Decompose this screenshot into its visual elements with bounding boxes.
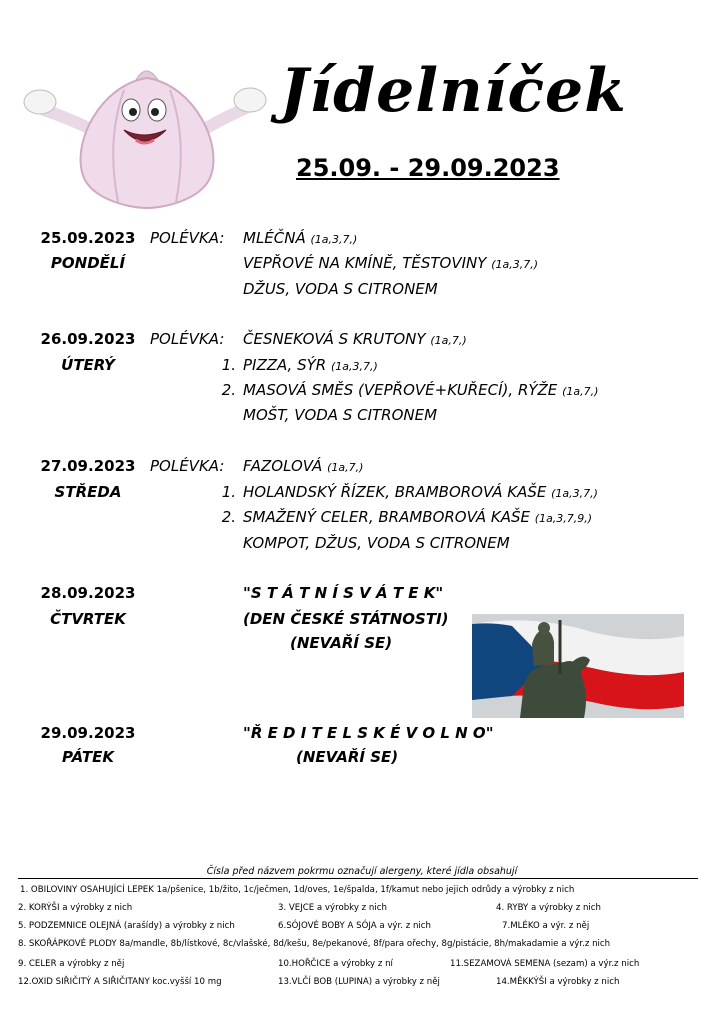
soup-label: POLÉVKA: xyxy=(150,330,225,348)
allergen-entry: 8. SKOŘÁPKOVÉ PLODY 8a/mandle, 8b/lístkové, 8c/vlašské, 8d/kešu, 8e/pekanové, 8f/para ořechy, 8g/pistácie, 8h/makadamie a výr.z nich xyxy=(18,939,611,949)
drink-line: DŽUS, VODA S CITRONEM xyxy=(243,280,438,298)
allergen-codes: (1a,3,7,) xyxy=(310,233,358,246)
dish-name: SMAŽENÝ CELER, BRAMBOROVÁ KAŠE xyxy=(243,508,530,526)
soup-name: FAZOLOVÁ xyxy=(243,457,323,475)
allergen-codes: (1a,3,7,) xyxy=(330,360,378,373)
drink-line: MOŠT, VODA S CITRONEM xyxy=(243,406,438,424)
saint-wenceslas-statue-with-czech-flag-icon xyxy=(472,614,684,718)
drink-line: KOMPOT, DŽUS, VODA S CITRONEM xyxy=(243,534,510,552)
day-date: 28.09.2023 xyxy=(40,584,136,602)
date-range: 25.09. - 29.09.2023 xyxy=(296,154,560,182)
no-cooking-note: (NEVAŘÍ SE) xyxy=(296,748,399,766)
dish-number: 1. xyxy=(221,483,236,501)
allergen-entry: 6.SÓJOVÉ BOBY A SÓJA a výr. z nich xyxy=(278,921,431,931)
allergen-entry: 13.VLČÍ BOB (LUPINA) a výrobky z něj xyxy=(278,977,440,987)
allergen-entry: 10.HOŘČICE a výrobky z ní xyxy=(278,959,393,969)
menu-item xyxy=(243,229,357,247)
dish-name: MASOVÁ SMĚS (VEPŘOVÉ+KUŘECÍ), RÝŽE xyxy=(243,381,558,399)
day-name: ÚTERÝ xyxy=(61,356,115,374)
day-name: PONDĚLÍ xyxy=(50,254,126,272)
menu-item xyxy=(243,483,598,501)
divider xyxy=(18,878,698,879)
day-name: PÁTEK xyxy=(62,748,114,766)
allergen-entry: 4. RYBY a výrobky z nich xyxy=(496,903,601,913)
soup-name: MLÉČNÁ xyxy=(243,229,306,247)
allergen-codes: (1a,3,7,) xyxy=(491,258,538,271)
garlic-mascot-icon xyxy=(14,60,276,210)
dish-name: VEPŘOVÉ NA KMÍNĚ, TĚSTOVINY xyxy=(243,254,487,272)
menu-item xyxy=(243,457,363,475)
allergen-entry: 5. PODZEMNICE OLEJNÁ (arašídy) a výrobky z nich xyxy=(18,921,235,931)
page-title: Jídelníček xyxy=(280,56,627,126)
day-date: 25.09.2023 xyxy=(40,229,136,247)
holiday-note: "S T Á T N Í S V Á T E K" xyxy=(243,584,444,602)
allergen-entry: 2. KORÝŠI a výrobky z nich xyxy=(18,903,133,913)
dish-name: HOLANDSKÝ ŘÍZEK, BRAMBOROVÁ KAŠE xyxy=(243,483,547,501)
day-name: ČTVRTEK xyxy=(50,610,126,628)
menu-item xyxy=(243,381,598,399)
allergen-heading: Čísla před názvem pokrmu označují alergeny, které jídla obsahují xyxy=(206,866,518,877)
menu-item xyxy=(243,356,378,374)
soup-label: POLÉVKA: xyxy=(150,457,225,475)
allergen-codes: (1a,7,) xyxy=(430,334,467,347)
allergen-entry: 14.MĚKKÝŠI a výrobky z nich xyxy=(496,977,620,987)
allergen-entry: 9. CELER a výrobky z něj xyxy=(18,959,125,969)
dish-number: 2. xyxy=(221,508,236,526)
allergen-entry: 12.OXID SIŘIČITÝ A SIŘIČITANY koc.vyšší 10 mg xyxy=(18,977,222,987)
allergen-codes: (1a,7,) xyxy=(327,461,364,474)
soup-label: POLÉVKA: xyxy=(150,229,225,247)
holiday-subtitle: (DEN ČESKÉ STÁTNOSTI) xyxy=(243,610,449,628)
allergen-entry: 3. VEJCE a výrobky z nich xyxy=(278,903,387,913)
allergen-codes: (1a,3,7,) xyxy=(551,487,598,500)
allergen-codes: (1a,3,7,9,) xyxy=(534,512,593,525)
allergen-codes: (1a,7,) xyxy=(562,385,599,398)
day-date: 27.09.2023 xyxy=(40,457,136,475)
dish-number: 2. xyxy=(221,381,236,399)
allergen-entry: 1. OBILOVINY OSAHUJÍCÍ LEPEK 1a/pšenice, 1b/žito, 1c/ječmen, 1d/oves, 1e/špalda, 1f/kamut nebo jejich odrůdy a výrobky z nich xyxy=(20,885,575,895)
day-date: 29.09.2023 xyxy=(40,724,136,742)
day-name: STŘEDA xyxy=(54,483,122,501)
menu-item xyxy=(243,254,538,272)
menu-item xyxy=(243,508,592,526)
closure-note: "Ř E D I T E L S K É V O L N O" xyxy=(243,724,494,742)
no-cooking-note: (NEVAŘÍ SE) xyxy=(290,634,393,652)
dish-name: PIZZA, SÝR xyxy=(243,356,327,374)
soup-name: ČESNEKOVÁ S KRUTONY xyxy=(243,330,426,348)
allergen-entry: 7.MLÉKO a výr. z něj xyxy=(502,921,590,931)
day-date: 26.09.2023 xyxy=(40,330,136,348)
dish-number: 1. xyxy=(221,356,236,374)
menu-item xyxy=(243,330,467,348)
allergen-entry: 11.SEZAMOVÁ SEMENA (sezam) a výr.z nich xyxy=(450,959,640,969)
